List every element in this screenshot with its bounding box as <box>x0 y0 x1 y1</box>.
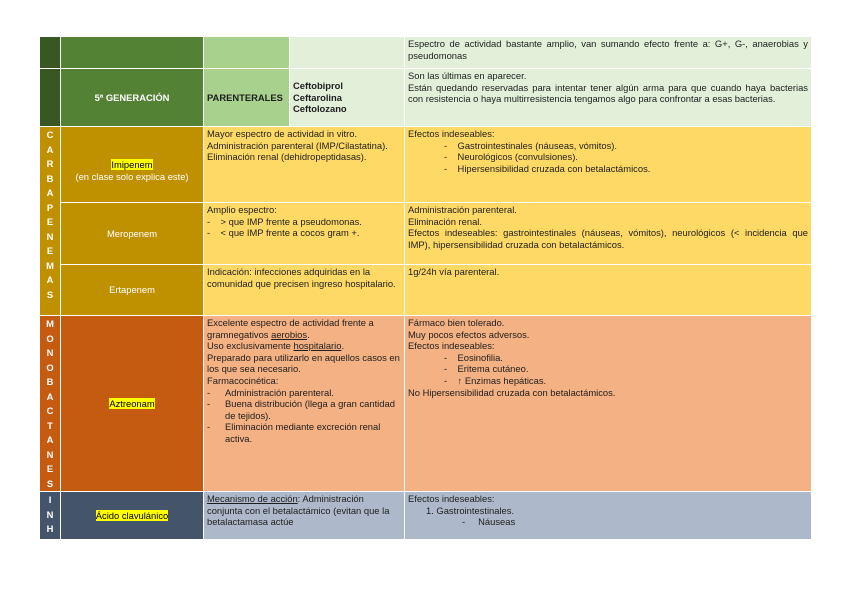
effects-title: Efectos indeseables: <box>408 128 495 139</box>
side-letter: N <box>46 448 54 460</box>
side-letter: B <box>46 172 54 184</box>
side-letter: M <box>46 318 54 329</box>
drug-title: Ácido clavulánico <box>95 509 169 521</box>
pk-item: - Eliminación mediante excreción renal activa. <box>207 421 381 444</box>
pk-item: - Administración parenteral. <box>207 386 334 398</box>
side-letter: O <box>46 361 54 373</box>
ertapenem-indication: Indicación: infecciones adquiridas en la comunidad que precisen ingreso hospitalario. <box>204 265 405 316</box>
side-label-blank <box>40 37 61 69</box>
effect-item: - Hipersensibilidad cruzada con betalactámicos. <box>444 162 651 174</box>
drug-name: Ceftobiprol <box>293 80 343 92</box>
side-letter: C <box>46 129 54 140</box>
clavulanic-mechanism <box>204 492 405 540</box>
side-letter: I <box>48 494 52 505</box>
feature-line: Excelente espectro de actividad frente a gramnegativos aerobios. <box>207 317 374 340</box>
ertapenem-row <box>40 265 812 316</box>
feature-item: - < que IMP frente a cocos gram +. <box>207 227 360 239</box>
info-line: Fármaco bien tolerado. <box>408 317 505 328</box>
drug-title: Imipenem <box>111 159 153 171</box>
effect-item: - ↑ Enzimas hepáticas. <box>444 374 547 386</box>
drug-note: (en clase solo explica este) <box>75 171 189 182</box>
aztreonam-effects <box>405 316 812 492</box>
meropenem-name: Meropenem <box>61 203 204 265</box>
meropenem-info <box>405 203 812 265</box>
effect-item: - Neurológicos (convulsiones). <box>444 151 578 163</box>
side-letter: M <box>46 259 54 271</box>
side-letter: S <box>46 288 54 300</box>
route-label: PARENTERALES <box>204 69 290 127</box>
mechanism-label: Mecanismo de acción <box>207 493 298 504</box>
aztreonam-features <box>204 316 405 492</box>
dash-bullet: - <box>207 421 211 433</box>
clavulanic-name-cell <box>61 492 204 540</box>
feature-line: Mayor espectro de actividad in vitro. <box>207 128 358 139</box>
drug-name: Ceftarolina <box>293 91 342 103</box>
feature-line: Eliminación renal (dehidropeptidasas). <box>207 151 367 163</box>
route-blank <box>204 37 290 69</box>
side-letter: H <box>46 523 54 534</box>
drug-name: Ceftolozano <box>293 103 347 115</box>
dash-bullet: - <box>444 363 458 375</box>
effect-subitem: - Náuseas <box>462 516 516 528</box>
side-letter: P <box>46 201 54 213</box>
side-letter: C <box>46 405 54 416</box>
effects-title: Efectos indeseables: <box>408 340 495 352</box>
side-letter: R <box>46 158 54 169</box>
generation-1-description: Espectro de actividad bastante amplio, van sumando efecto frente a: G+, G-, anaerobias y pseudomonas <box>405 37 812 69</box>
side-letter: A <box>46 390 54 402</box>
side-letter: A <box>46 187 54 198</box>
pk-title: Farmacocinética: <box>207 374 279 386</box>
feature-item: - > que IMP frente a pseudomonas. <box>207 215 362 227</box>
generation-label-blank <box>61 37 204 69</box>
clavulanic-effects <box>405 492 812 540</box>
side-letter: N <box>46 230 54 242</box>
side-letter: A <box>46 274 54 285</box>
imipenem-name-cell <box>61 127 204 203</box>
notes-line: Son las últimas en aparecer. <box>408 70 527 81</box>
side-letter: A <box>46 143 54 155</box>
dash-bullet: - <box>444 139 458 151</box>
info-line: Administración parenteral. <box>408 204 517 215</box>
generation-label: 5ª GENERACIÓN <box>61 69 204 127</box>
side-letter: A <box>46 434 54 445</box>
side-letter: N <box>46 347 54 358</box>
dash-bullet: - <box>444 374 458 386</box>
effect-item: - Gastrointestinales (náuseas, vómitos). <box>444 139 617 151</box>
side-letter: E <box>46 245 54 256</box>
dash-bullet: - <box>444 351 458 363</box>
effect-item: - Eosinofilia. <box>444 351 503 363</box>
side-letter: O <box>46 332 54 344</box>
antibiotics-table <box>39 36 812 540</box>
side-letter: N <box>46 508 54 520</box>
closing-line: No Hipersensibilidad cruzada con betalactámicos. <box>408 386 616 398</box>
drugs-blank <box>290 37 405 69</box>
monobactams-side-label <box>40 316 61 492</box>
aztreonam-row <box>40 316 812 492</box>
side-letter: E <box>46 216 54 227</box>
dash-bullet: - <box>207 215 221 227</box>
carbapenems-side-label <box>40 127 61 316</box>
drug-title: Aztreonam <box>109 397 155 409</box>
feature-title: Amplio espectro: <box>207 204 277 215</box>
imipenem-features <box>204 127 405 203</box>
side-letter: T <box>47 419 53 431</box>
inhibitors-side-label <box>40 492 61 540</box>
info-line: Muy pocos efectos adversos. <box>408 328 530 340</box>
ertapenem-name: Ertapenem <box>61 265 204 316</box>
dash-bullet: - <box>207 386 211 398</box>
dash-bullet: - <box>444 162 458 174</box>
notes-line: Están quedando reservadas para intentar tener algún arma para que cuando haya bacterias con resistencia o haya multirresistencia tengamos algo para confrontar a esas bacterias. <box>408 81 808 105</box>
side-label-blank <box>40 69 61 127</box>
feature-line: Preparado para utilizarlo en aquellos casos en los que sea necesario. <box>207 351 400 375</box>
dash-bullet: - <box>207 227 221 239</box>
side-letter: S <box>46 477 54 489</box>
side-letter: E <box>46 463 54 474</box>
dash-bullet: - <box>207 398 211 410</box>
meropenem-row <box>40 203 812 265</box>
mechanism-text: : Administración conjunta con el betalactámico (evitan que la betalactamasa actúe <box>207 493 390 528</box>
meropenem-features <box>204 203 405 265</box>
pk-item: - Buena distribución (llega a gran cantidad de tejidos). <box>207 398 395 421</box>
dash-bullet: - <box>444 151 458 163</box>
generation-row-1 <box>40 37 812 69</box>
ertapenem-dosing: 1g/24h vía parenteral. <box>405 265 812 316</box>
effects-title: Efectos indeseables: <box>408 493 495 504</box>
generation-row-5 <box>40 69 812 127</box>
feature-line: Uso exclusivamente hospitalario. <box>207 340 345 352</box>
effect-item: - Eritema cutáneo. <box>444 363 529 375</box>
drug-list <box>290 69 405 127</box>
generation-5-notes <box>405 69 812 127</box>
feature-line: Administración parenteral (IMP/Cilastatina). <box>207 139 388 151</box>
imipenem-effects <box>405 127 812 203</box>
aztreonam-name-cell <box>61 316 204 492</box>
effect-item: 1. Gastrointestinales. <box>426 504 515 516</box>
effects-line: Efectos indeseables: gastrointestinales (náuseas, vómitos), neurológicos (< incidencia que IMP), hipersensibilidad cruzada con betalactámicos. <box>408 227 808 250</box>
inhibitors-row <box>40 492 812 540</box>
imipenem-row <box>40 127 812 203</box>
info-line: Eliminación renal. <box>408 215 482 227</box>
side-letter: B <box>46 376 54 387</box>
dash-bullet: - <box>462 516 479 528</box>
